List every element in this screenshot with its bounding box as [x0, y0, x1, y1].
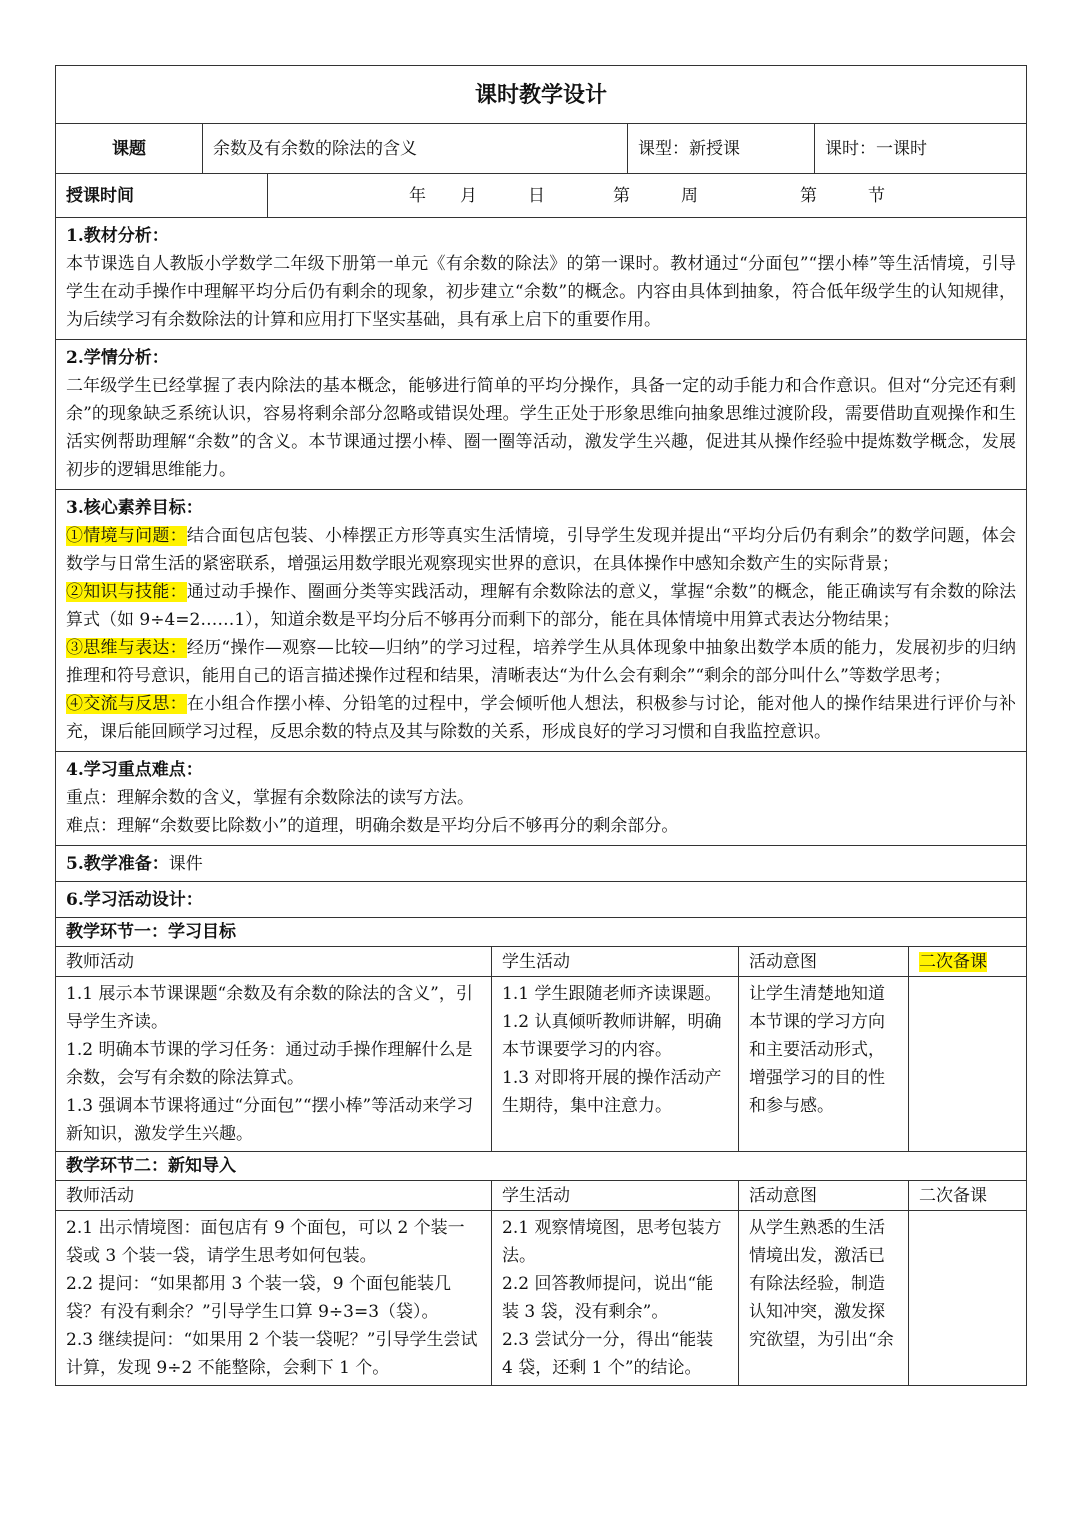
section-title: 2.学情分析：	[66, 348, 169, 368]
lesson-hours: 课时：一课时	[815, 124, 1027, 174]
stage1-student-activity: 1.1 学生跟随老师齐读课题。 1.2 认真倾听教师讲解，明确本节课要学习的内容。 1.3 对即将开展的操作活动产生期待，集中注意力。	[492, 977, 739, 1152]
stage2-teacher-activity: 2.1 出示情境图：面包店有 9 个面包，可以 2 个装一袋或 3 个装一袋，请学生思考如何包装。 2.2 提问：“如果都用 3 个装一袋，9 个面包能装几袋？有没有剩余？”引导学生口算 9÷3=3（袋）。 2.3 继续提问：“如果用 2 个装一袋呢？”引导学生尝试计算，发现 9÷2 不能整除，会剩下 1 个。	[56, 1211, 492, 1386]
topic-value: 余数及有余数的除法的含义	[203, 124, 628, 174]
goal-label: ②知识与技能：	[66, 582, 187, 602]
header-table	[55, 65, 1027, 218]
section-core-goals	[56, 490, 1027, 752]
section-student-analysis	[56, 340, 1027, 490]
stage1-second-prep	[909, 977, 1027, 1152]
section-body: 本节课选自人教版小学数学二年级下册第一单元《有余数的除法》的第一课时。教材通过“分面包”“摆小棒”等生活情境，引导学生在动手操作中理解平均分后仍有剩余的现象，初步建立“余数”的概念。内容由具体到抽象，符合低年级学生的认知规律，为后续学习有余数除法的计算和应用打下坚实基础，具有承上启下的重要作用。	[66, 254, 1017, 330]
stage2-student-activity: 2.1 观察情境图，思考包装方法。 2.2 回答教师提问，说出“能装 3 袋，没有剩余”。 2.3 尝试分一分，得出“能装 4 袋，还剩 1 个”的结论。	[492, 1211, 739, 1386]
col-header-intent: 活动意图	[739, 1181, 909, 1211]
time-label: 授课时间	[56, 174, 268, 218]
section-body: 二年级学生已经掌握了表内除法的基本概念，能够进行简单的平均分操作，具备一定的动手能力和合作意识。但对“分完还有剩余”的现象缺乏系统认识，容易将剩余部分忽略或错误处理。学生正处于形象思维向抽象思维过渡阶段，需要借助直观操作和生活实例帮助理解“余数”的含义。本节课通过摆小棒、圈一圈等活动，激发学生兴趣，促进其从操作经验中提炼数学概念，发展初步的逻辑思维能力。	[66, 376, 1017, 480]
col-header-teacher: 教师活动	[56, 1181, 492, 1211]
second-prep-label: 二次备课	[919, 951, 987, 972]
goal-text: 经历“操作—观察—比较—归纳”的学习过程，培养学生从具体现象中抽象出数学本质的能力，发展初步的归纳推理和符号意识，能用自己的语言描述操作过程和结果，清晰表达“为什么会有剩余”“剩余的部分叫什么”等数学思考；	[66, 638, 1017, 686]
col-header-second	[909, 947, 1027, 977]
goal-label: ④交流与反思：	[66, 694, 187, 714]
preparation-value: 课件	[168, 853, 203, 874]
sections-table	[55, 217, 1027, 1386]
goal-text: 在小组合作摆小棒、分铅笔的过程中，学会倾听他人想法，积极参与讨论，能对他人的操作结果进行评价与补充，课后能回顾学习过程，反思余数的特点及其与除数的关系，形成良好的学习习惯和自我监控意识。	[66, 694, 1017, 742]
goal-item	[66, 578, 1016, 634]
section-title: 5.教学准备：	[66, 853, 169, 874]
section-title: 3.核心素养目标：	[66, 498, 203, 518]
stage2-second-prep	[909, 1211, 1027, 1386]
section-key-points	[56, 752, 1027, 846]
goal-label: ①情境与问题：	[66, 526, 187, 546]
col-header-second: 二次备课	[909, 1181, 1027, 1211]
lesson-type: 课型：新授课	[628, 124, 815, 174]
difficult-point: 难点：理解“余数要比除数小”的道理，明确余数是平均分后不够再分的剩余部分。	[66, 816, 679, 836]
goal-item	[66, 522, 1016, 578]
section-title: 1.教材分析：	[66, 226, 169, 246]
lesson-plan-document	[55, 65, 1026, 1386]
section-preparation	[56, 846, 1027, 882]
key-point: 重点：理解余数的含义，掌握有余数除法的读写方法。	[66, 788, 474, 808]
section-title: 4.学习重点难点：	[66, 760, 203, 780]
stage-title: 教学环节二：新知导入	[56, 1152, 1027, 1181]
section-activity-design: 6.学习活动设计：	[56, 882, 1027, 918]
stage1-teacher-activity: 1.1 展示本节课课题“余数及有余数的除法的含义”，引导学生齐读。 1.2 明确本节课的学习任务：通过动手操作理解什么是余数，会写有余数的除法算式。 1.3 强调本节课将通过“分面包”“摆小棒”等活动来学习新知识，激发学生兴趣。	[56, 977, 492, 1152]
time-value: 年 月 日 第 周 第 节	[268, 174, 1027, 218]
topic-label: 课题	[56, 124, 203, 174]
goal-item	[66, 690, 1016, 746]
col-header-student: 学生活动	[492, 947, 739, 977]
goal-label: ③思维与表达：	[66, 638, 187, 658]
page-title: 课时教学设计	[56, 66, 1027, 124]
stage1-intent: 让学生清楚地知道本节课的学习方向和主要活动形式，增强学习的目的性和参与感。	[739, 977, 909, 1152]
stage-title: 教学环节一：学习目标	[56, 918, 1027, 947]
goal-text: 通过动手操作、圈画分类等实践活动，理解有余数除法的意义，掌握“余数”的概念，能正确读写有余数的除法算式（如 9÷4=2……1），知道余数是平均分后不够再分而剩下的部分，能在具体情境中用算式表达分物结果；	[66, 582, 1017, 630]
stage2-intent: 从学生熟悉的生活情境出发，激活已有除法经验，制造认知冲突，激发探究欲望，为引出“余	[739, 1211, 909, 1386]
col-header-teacher: 教师活动	[56, 947, 492, 977]
col-header-student: 学生活动	[492, 1181, 739, 1211]
goal-text: 结合面包店包装、小棒摆正方形等真实生活情境，引导学生发现并提出“平均分后仍有剩余”的数学问题，体会数学与日常生活的紧密联系，增强运用数学眼光观察现实世界的意识，在具体操作中感知余数产生的实际背景；	[66, 526, 1017, 574]
col-header-intent: 活动意图	[739, 947, 909, 977]
goal-item	[66, 634, 1016, 690]
section-textbook-analysis	[56, 218, 1027, 340]
